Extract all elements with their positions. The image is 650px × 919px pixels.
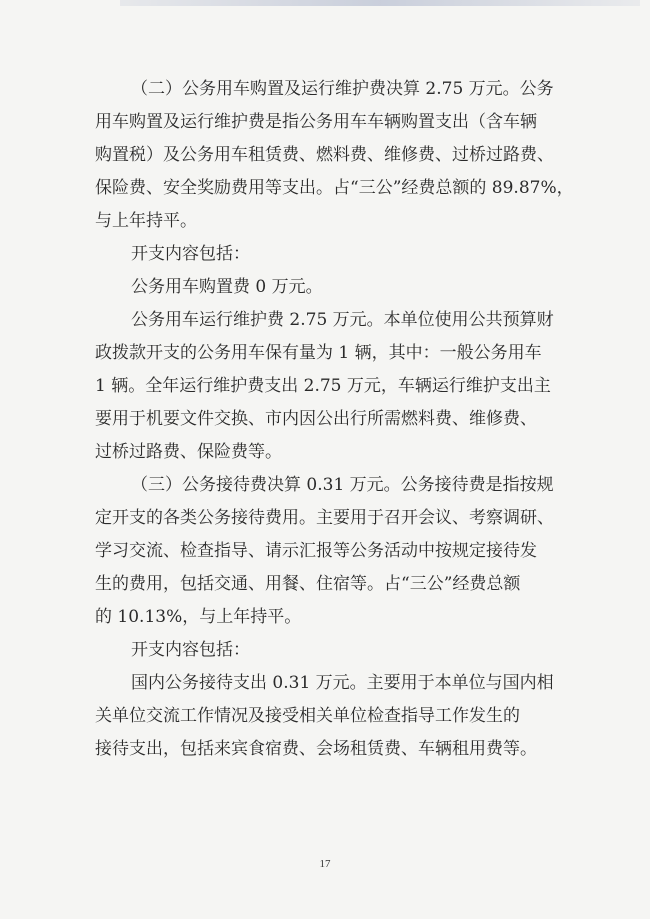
paragraph-line: 与上年持平。 [95,211,197,231]
paragraph-line: 1 辆。全年运行维护费支出 2.75 万元，车辆运行维护支出主 [95,376,551,396]
paragraph-line: 国内公务接待支出 0.31 万元。主要用于本单位与国内相 [131,673,554,693]
page-number: 17 [319,858,331,870]
paragraph-line: 开支内容包括： [131,640,250,660]
paragraph-line: 开支内容包括： [131,244,250,264]
paragraph-line: 过桥过路费、保险费等。 [95,442,282,462]
paragraph-line: 保险费、安全奖励费用等支出。占“三公”经费总额的 89.87%， [95,178,574,198]
paragraph-line: 的 10.13%，与上年持平。 [95,607,302,627]
paragraph-line: 用车购置及运行维护费是指公务用车车辆购置支出（含车辆 [95,112,537,132]
paragraph-line: 学习交流、检查指导、请示汇报等公务活动中按规定接待发 [95,541,537,561]
paragraph-line: （二）公务用车购置及运行维护费决算 2.75 万元。公务 [131,79,554,99]
paragraph-line: 生的费用，包括交通、用餐、住宿等。占“三公”经费总额 [95,574,521,594]
paragraph-line: 关单位交流工作情况及接受相关单位检查指导工作发生的 [95,706,520,726]
paragraph-line: （三）公务接待费决算 0.31 万元。公务接待费是指按规 [131,475,554,495]
scan-edge-artifact [120,0,640,6]
paragraph-line: 公务用车运行维护费 2.75 万元。本单位使用公共预算财 [131,310,554,330]
paragraph-line: 公务用车购置费 0 万元。 [131,277,323,297]
paragraph-line: 接待支出，包括来宾食宿费、会场租赁费、车辆租用费等。 [95,739,537,759]
paragraph-line: 定开支的各类公务接待费用。主要用于召开会议、考察调研、 [95,508,554,528]
paragraph-line: 购置税）及公务用车租赁费、燃料费、维修费、过桥过路费、 [95,145,554,165]
paragraph-line: 政拨款开支的公务用车保有量为 1 辆，其中：一般公务用车 [95,343,542,363]
paragraph-line: 要用于机要文件交换、市内因公出行所需燃料费、维修费、 [95,409,537,429]
